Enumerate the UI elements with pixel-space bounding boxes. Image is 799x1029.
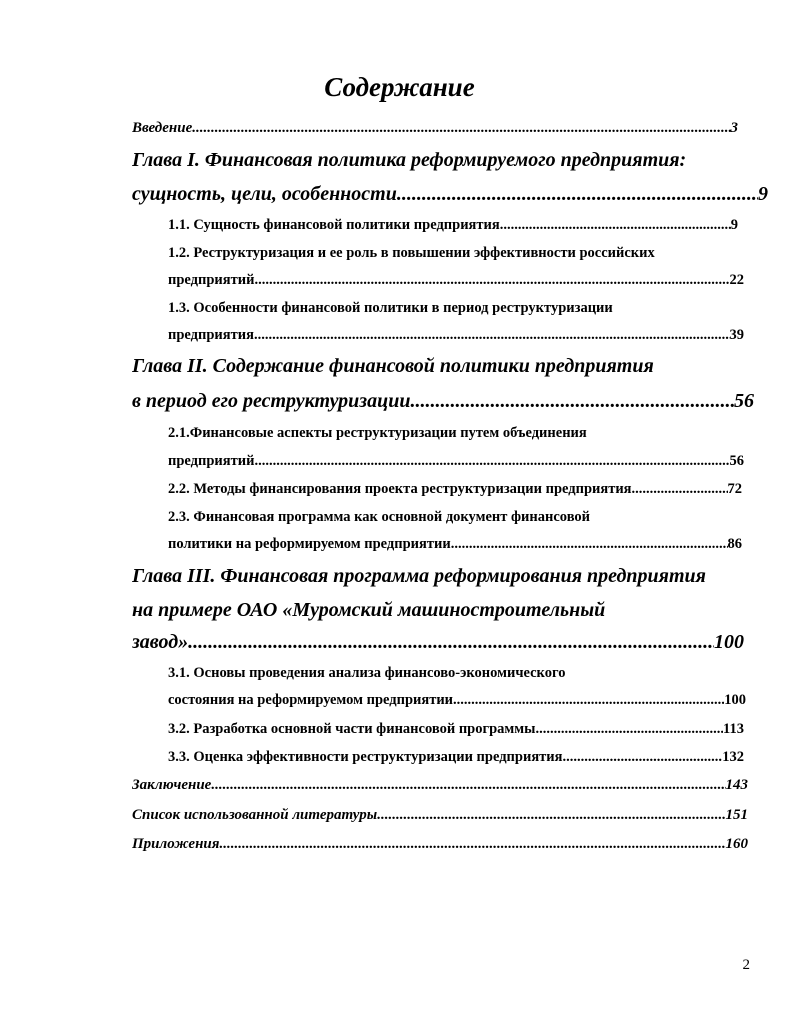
toc-page-number: 56 — [729, 453, 744, 469]
toc-entry-text: 1.3. Особенности финансовой политики в период реструктуризации — [168, 300, 613, 316]
toc-entry-text: состояния на реформируемом предприятии — [168, 692, 454, 708]
toc-page-number: 22 — [729, 272, 744, 288]
toc-chapter-2-heading — [132, 353, 752, 379]
toc-section-1-3 — [168, 298, 758, 318]
toc-section-3-3 — [168, 747, 744, 767]
toc-entry-text: Введение — [132, 120, 193, 136]
toc-page-number: 3 — [730, 120, 738, 136]
toc-entry-text: Глава I. Финансовая политика реформируемого предприятия: — [132, 149, 687, 171]
toc-page-number: 9 — [758, 183, 768, 205]
toc-entry-text: 3.1. Основы проведения анализа финансово-экономического — [168, 665, 566, 681]
dot-leader — [254, 451, 729, 471]
dot-leader — [211, 775, 725, 795]
toc-entry-text: 3.2. Разработка основной части финансовой программы — [168, 721, 536, 737]
dot-leader — [453, 690, 724, 710]
dot-leader — [410, 388, 734, 414]
toc-section-3-1-cont — [168, 690, 746, 710]
toc-chapter-1-heading-cont — [132, 181, 768, 207]
toc-section-1-2-cont — [168, 270, 744, 290]
toc-section-2-1-cont — [168, 451, 744, 471]
dot-leader — [535, 719, 723, 739]
toc-entry-text: Глава III. Финансовая программа реформирования предприятия — [132, 565, 706, 587]
toc-entry-bibliography — [132, 805, 748, 825]
toc-entry-text: предприятий — [168, 453, 255, 469]
dot-leader — [377, 805, 725, 825]
dot-leader — [219, 834, 725, 854]
toc-entry-text: на примере ОАО «Муромский машиностроительный — [132, 599, 606, 621]
toc-entry-text: 2.3. Финансовая программа как основной документ финансовой — [168, 509, 591, 525]
toc-entry-text: Список использованной литературы — [132, 807, 378, 823]
toc-entry-conclusion — [132, 775, 748, 795]
toc-entry-text: политики на реформируемом предприятии — [168, 536, 451, 552]
dot-leader — [254, 325, 730, 345]
toc-chapter-2-heading-cont — [132, 388, 754, 414]
toc-chapter-3-heading — [132, 563, 762, 589]
dot-leader — [500, 215, 731, 235]
toc-chapter-3-heading-cont2 — [132, 629, 744, 655]
dot-leader — [451, 534, 728, 554]
toc-entry-text: Заключение — [132, 777, 212, 793]
toc-entry-text: в период его реструктуризации — [132, 390, 411, 412]
toc-section-2-3-cont — [168, 534, 742, 554]
toc-section-1-2 — [168, 243, 758, 263]
toc-page-number: 39 — [729, 327, 744, 343]
toc-section-1-1 — [168, 215, 738, 235]
toc-entry-text: сущность, цели, особенности — [132, 183, 397, 205]
toc-section-1-3-cont — [168, 325, 744, 345]
page-number: 2 — [742, 957, 750, 973]
toc-chapter-3-heading-cont — [132, 597, 752, 623]
dot-leader — [397, 181, 758, 207]
toc-entry-appendices — [132, 834, 748, 854]
toc-page-number: 151 — [725, 807, 748, 823]
toc-page-number: 132 — [722, 749, 744, 765]
toc-entry-introduction — [132, 118, 738, 138]
toc-section-2-3 — [168, 507, 758, 527]
toc-entry-text: 1.2. Реструктуризация и ее роль в повышении эффективности российских — [168, 245, 655, 261]
toc-section-2-1 — [168, 423, 758, 443]
toc-page-number: 86 — [727, 536, 742, 552]
dot-leader — [632, 479, 728, 499]
toc-page-number: 143 — [725, 777, 748, 793]
toc-chapter-1-heading — [132, 147, 752, 173]
dot-leader — [563, 747, 723, 767]
toc-page-number: 160 — [725, 836, 748, 852]
toc-entry-text: предприятий — [168, 272, 255, 288]
toc-page-number: 113 — [723, 721, 744, 737]
toc-page-number: 100 — [714, 631, 744, 653]
toc-page-number: 72 — [727, 481, 742, 497]
toc-entry-text: завод» — [132, 631, 189, 653]
toc-entry-text: 2.2. Методы финансирования проекта реструктуризации предприятия — [168, 481, 632, 497]
toc-section-3-1 — [168, 663, 758, 683]
toc-page-number: 9 — [730, 217, 738, 233]
toc-entry-text: 1.1. Сущность финансовой политики предприятия — [168, 217, 500, 233]
toc-entry-text: Приложения — [132, 836, 220, 852]
dot-leader — [188, 629, 714, 655]
toc-entry-text: предприятия — [168, 327, 254, 343]
toc-page-number: 100 — [724, 692, 746, 708]
toc-entry-text: 3.3. Оценка эффективности реструктуризации предприятия — [168, 749, 563, 765]
toc-page-number: 56 — [734, 390, 754, 412]
dot-leader — [254, 270, 729, 290]
toc-entry-text: 2.1.Финансовые аспекты реструктуризации путем объединения — [168, 425, 587, 441]
page-title: Содержание — [324, 72, 475, 102]
dot-leader — [192, 118, 730, 138]
toc-section-3-2 — [168, 719, 744, 739]
toc-section-2-2 — [168, 479, 742, 499]
toc-entry-text: Глава II. Содержание финансовой политики предприятия — [132, 355, 654, 377]
